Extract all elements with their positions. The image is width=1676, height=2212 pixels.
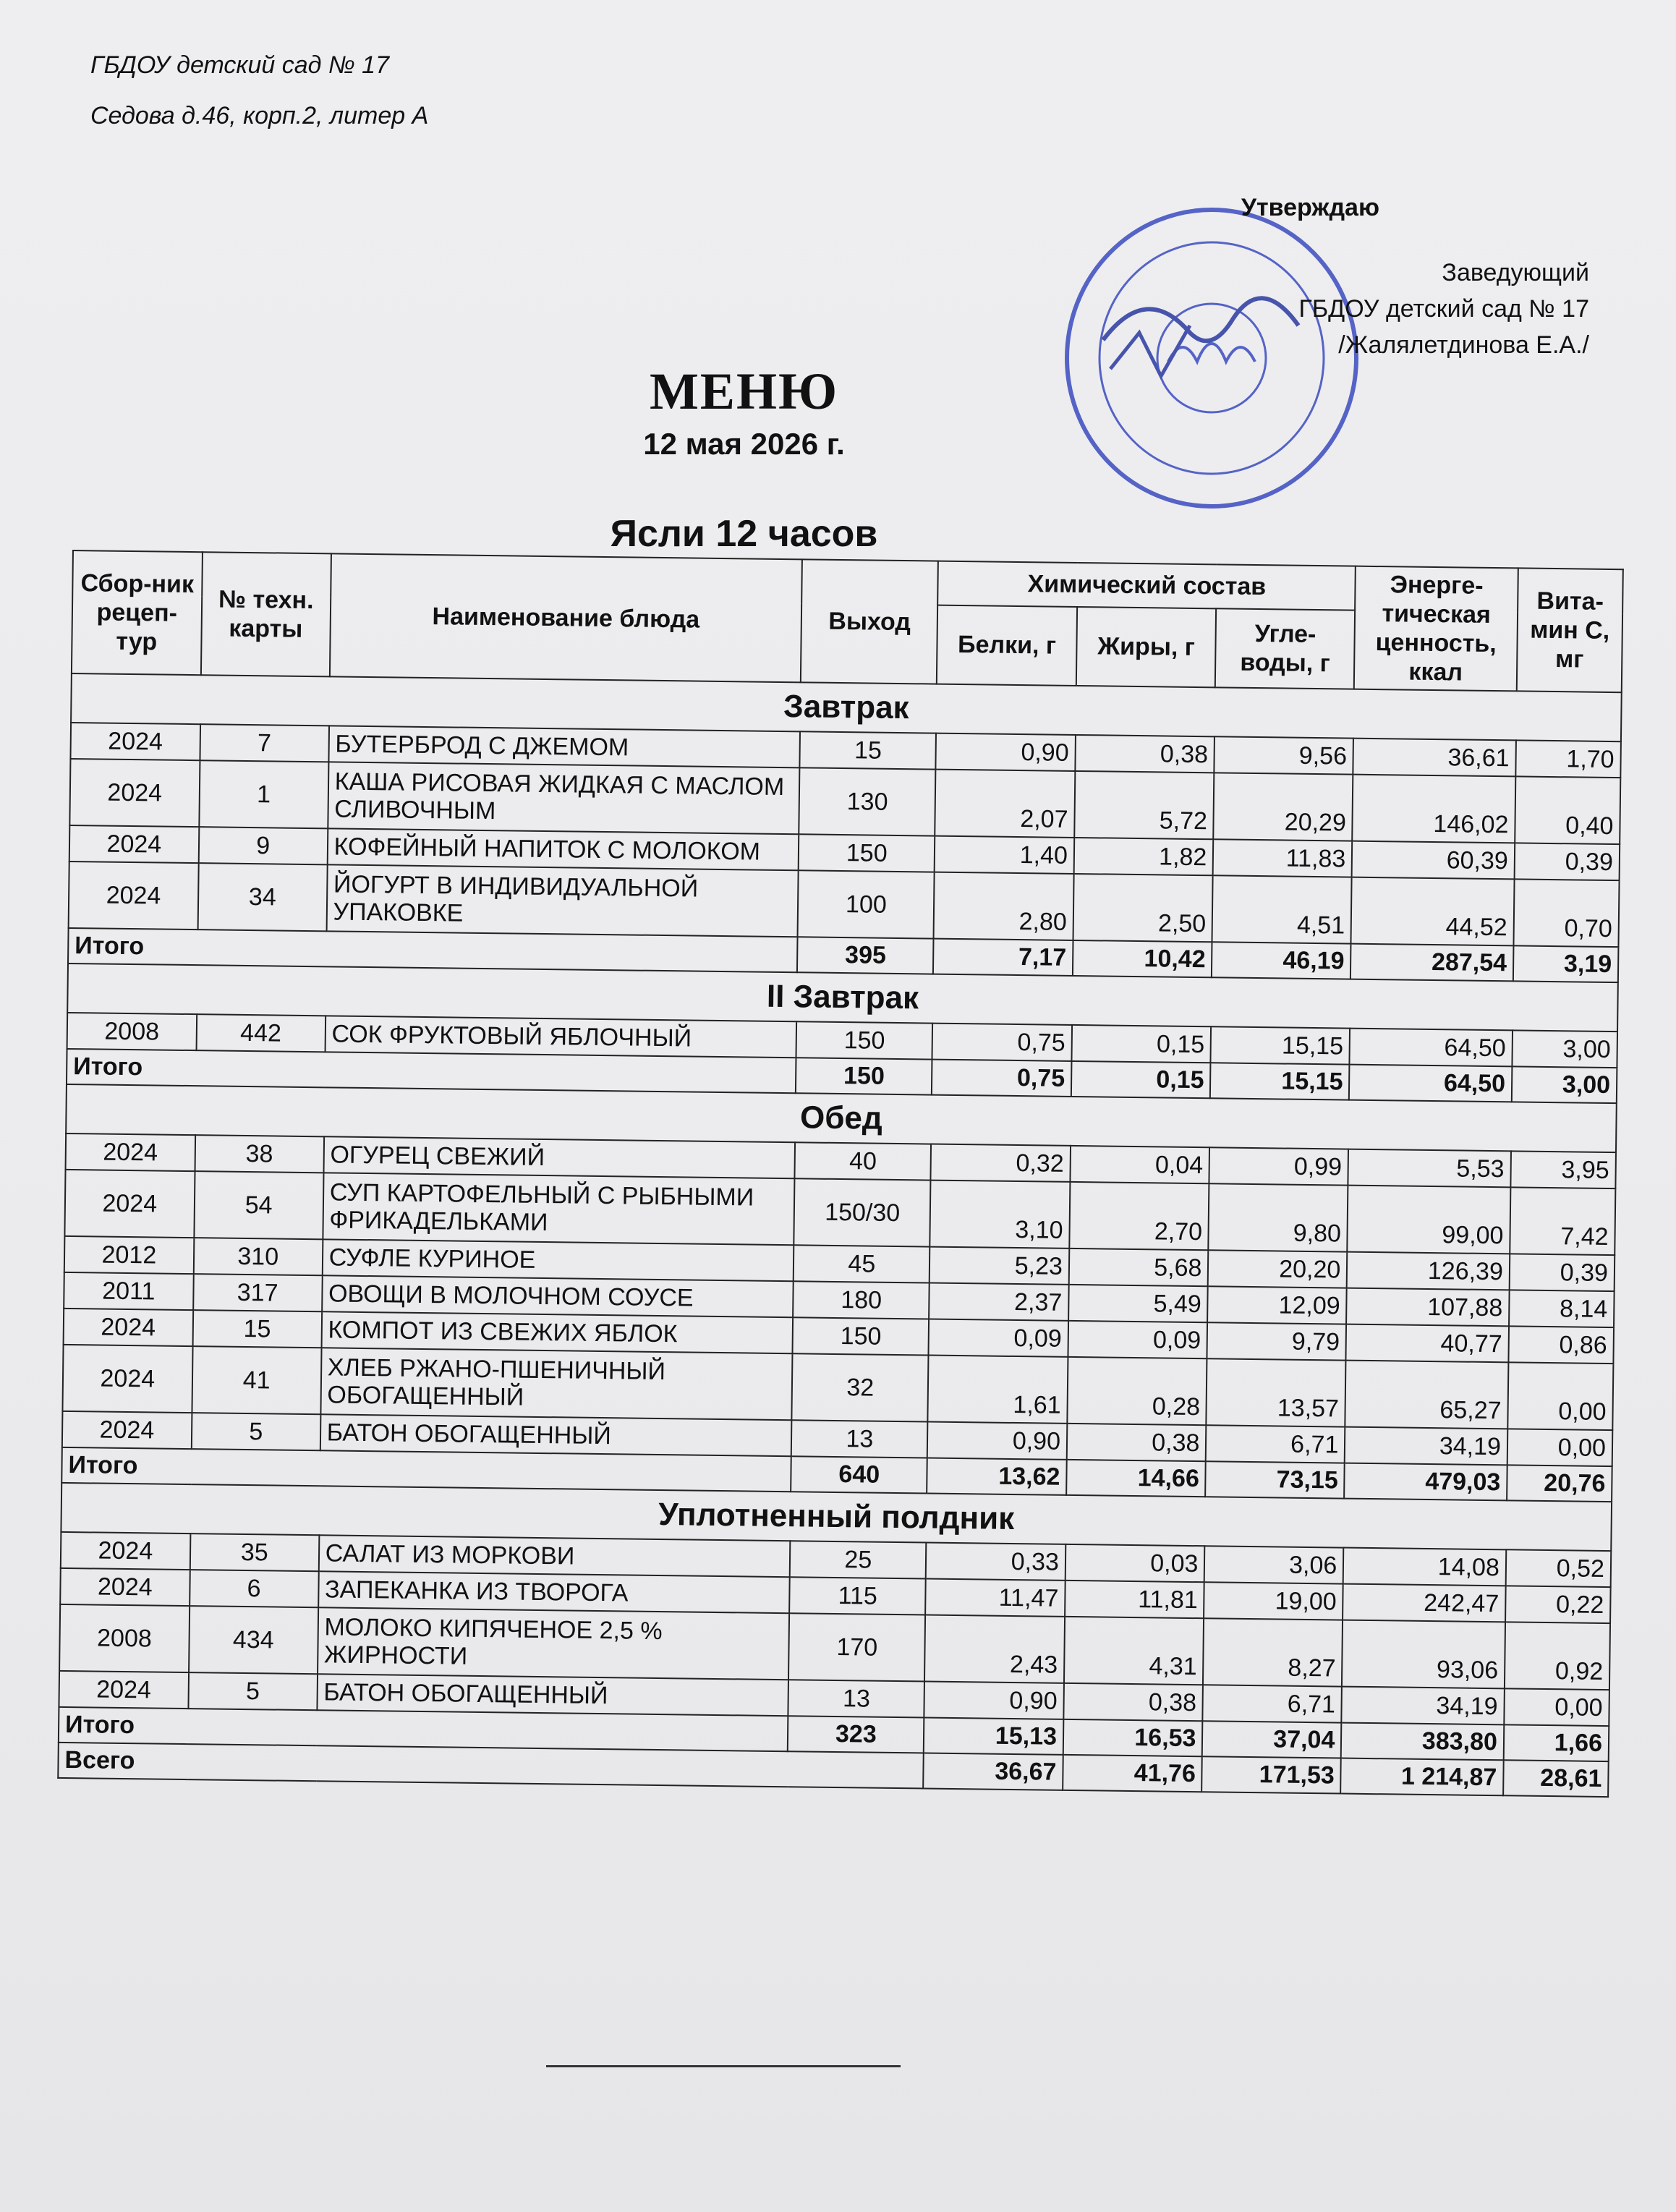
fat-cell: 0,03: [1065, 1544, 1205, 1582]
vitamin-cell: 8,14: [1509, 1290, 1615, 1327]
dish-name-cell: БАТОН ОБОГАЩЕННЫЙ: [317, 1674, 788, 1716]
tech-card-cell: 34: [197, 863, 327, 931]
recipe-collection-cell: 2024: [70, 723, 200, 760]
output-cell: 170: [788, 1613, 925, 1681]
energy-cell: 64,50: [1350, 1029, 1513, 1067]
fat-cell: 5,72: [1074, 771, 1215, 839]
total-energy: 383,80: [1341, 1723, 1504, 1761]
output-cell: 15: [800, 731, 937, 769]
recipe-collection-cell: 2024: [66, 1133, 195, 1171]
group-title: Ясли 12 часов: [610, 513, 878, 555]
section-title: Уплотненный полдник: [61, 1483, 1612, 1551]
output-cell: 150: [793, 1317, 930, 1355]
recipe-collection-cell: 2024: [64, 1170, 195, 1238]
protein-cell: 0,75: [932, 1024, 1072, 1061]
vitamin-cell: 3,95: [1510, 1151, 1616, 1188]
tech-card-cell: 54: [194, 1171, 323, 1239]
org-header: [90, 40, 428, 141]
carb-cell: 20,29: [1214, 773, 1353, 841]
output-cell: 32: [792, 1353, 929, 1421]
protein-cell: 1,61: [928, 1356, 1068, 1424]
dish-name-cell: ОГУРЕЦ СВЕЖИЙ: [323, 1136, 795, 1178]
energy-cell: 93,06: [1342, 1620, 1505, 1689]
vitamin-cell: 0,86: [1508, 1326, 1614, 1364]
approval-title: Утверждаю: [1241, 194, 1379, 221]
vitamin-cell: 0,92: [1505, 1622, 1610, 1690]
recipe-collection-cell: 2008: [59, 1604, 190, 1672]
vitamin-cell: 3,00: [1512, 1030, 1617, 1068]
fat-cell: 0,38: [1067, 1424, 1207, 1461]
dish-name-cell: СУФЛЕ КУРИНОЕ: [322, 1239, 794, 1281]
protein-cell: 2,80: [934, 872, 1074, 940]
menu-table: [57, 550, 1624, 1798]
vitamin-cell: 0,22: [1505, 1586, 1611, 1623]
fat-cell: 1,82: [1074, 838, 1214, 875]
vitamin-cell: 0,00: [1504, 1688, 1609, 1726]
section-title: Обед: [66, 1084, 1617, 1152]
grand-total-energy: 1 214,87: [1340, 1758, 1503, 1796]
vitamin-cell: 0,40: [1515, 776, 1620, 844]
vitamin-cell: 0,39: [1510, 1254, 1615, 1291]
protein-cell: 0,09: [929, 1319, 1068, 1357]
approval-block: [1241, 190, 1589, 363]
carb-cell: 20,20: [1208, 1250, 1348, 1288]
tech-card-cell: 5: [188, 1672, 318, 1710]
energy-cell: 36,61: [1353, 739, 1516, 777]
vitamin-cell: 0,52: [1506, 1549, 1612, 1587]
total-protein: 15,13: [924, 1718, 1063, 1755]
output-cell: 13: [791, 1420, 928, 1458]
protein-cell: 2,43: [924, 1615, 1065, 1683]
tech-card-cell: 7: [200, 724, 329, 762]
total-output: 395: [797, 937, 934, 974]
carb-cell: 19,00: [1204, 1582, 1344, 1620]
vitamin-cell: 7,42: [1510, 1187, 1615, 1255]
total-vitamin: 1,66: [1504, 1724, 1609, 1761]
recipe-collection-cell: 2024: [69, 759, 200, 827]
carb-cell: 13,57: [1207, 1358, 1346, 1426]
dish-name-cell: КАША РИСОВАЯ ЖИДКАЯ С МАСЛОМ СЛИВОЧНЫМ: [328, 762, 800, 834]
total-output: 640: [791, 1456, 927, 1493]
fat-cell: 0,15: [1071, 1025, 1211, 1063]
fat-cell: 2,50: [1073, 874, 1213, 942]
energy-cell: 242,47: [1343, 1584, 1505, 1622]
protein-cell: 0,33: [926, 1543, 1065, 1581]
energy-cell: 14,08: [1343, 1548, 1506, 1586]
col-header-num: № техн. карты: [201, 552, 331, 676]
energy-cell: 146,02: [1353, 775, 1516, 843]
energy-cell: 5,53: [1348, 1149, 1511, 1188]
energy-cell: 126,39: [1347, 1252, 1510, 1290]
total-fat: 14,66: [1066, 1460, 1206, 1497]
tech-card-cell: 317: [193, 1274, 323, 1311]
tech-card-cell: 1: [199, 760, 328, 828]
protein-cell: 0,32: [931, 1144, 1071, 1182]
protein-cell: 11,47: [925, 1579, 1065, 1617]
tech-card-cell: 442: [196, 1014, 326, 1052]
col-header-chem: Химический состав: [938, 561, 1356, 611]
tech-card-cell: 6: [190, 1570, 319, 1607]
output-cell: 180: [793, 1281, 930, 1319]
energy-cell: 40,77: [1346, 1324, 1509, 1363]
total-carb: 15,15: [1210, 1063, 1350, 1099]
carb-cell: 3,06: [1204, 1546, 1344, 1583]
carb-cell: 4,51: [1212, 875, 1352, 943]
approval-name: /Жалялетдинова Е.А./: [1338, 331, 1589, 359]
carb-cell: 8,27: [1203, 1618, 1343, 1686]
grand-total-label: Всего: [58, 1743, 924, 1789]
total-protein: 0,75: [932, 1060, 1071, 1097]
total-label: Итого: [67, 1049, 796, 1093]
energy-cell: 107,88: [1346, 1288, 1509, 1327]
total-label: Итого: [59, 1707, 788, 1751]
recipe-collection-cell: 2024: [62, 1345, 192, 1413]
energy-cell: 99,00: [1348, 1186, 1511, 1254]
protein-cell: 2,07: [935, 770, 1076, 838]
fat-cell: 0,09: [1068, 1321, 1207, 1358]
energy-cell: 60,39: [1352, 841, 1515, 880]
grand-total-vitamin: 28,61: [1503, 1760, 1609, 1797]
total-label: Итого: [61, 1447, 791, 1492]
dish-name-cell: КОМПОТ ИЗ СВЕЖИХ ЯБЛОК: [321, 1311, 793, 1353]
dish-name-cell: МОЛОКО КИПЯЧЕНОЕ 2,5 % ЖИРНОСТИ: [318, 1607, 790, 1680]
protein-cell: 1,40: [935, 836, 1074, 874]
total-label: Итого: [68, 928, 798, 972]
total-fat: 0,15: [1071, 1061, 1211, 1098]
output-cell: 130: [799, 767, 936, 835]
total-energy: 287,54: [1350, 944, 1513, 982]
output-cell: 45: [794, 1245, 930, 1282]
tech-card-cell: 35: [190, 1533, 319, 1571]
total-fat: 16,53: [1063, 1719, 1203, 1756]
menu-body: [58, 673, 1621, 1797]
grand-total-fat: 41,76: [1063, 1755, 1202, 1792]
protein-cell: 0,90: [927, 1422, 1067, 1460]
output-cell: 40: [795, 1142, 932, 1180]
document-date: 12 мая 2026 г.: [643, 427, 845, 461]
carb-cell: 9,79: [1207, 1322, 1347, 1360]
fat-cell: 0,04: [1070, 1146, 1209, 1183]
carb-cell: 9,80: [1209, 1183, 1348, 1251]
vitamin-cell: 0,00: [1507, 1429, 1613, 1466]
recipe-collection-cell: 2024: [59, 1671, 188, 1709]
org-address: Седова д.46, корп.2, литер А: [90, 102, 429, 129]
total-carb: 37,04: [1202, 1721, 1342, 1758]
dish-name-cell: ХЛЕБ РЖАНО-ПШЕНИЧНЫЙ ОБОГАЩЕННЫЙ: [320, 1348, 793, 1420]
tech-card-cell: 310: [193, 1238, 323, 1275]
col-header-code: Сбор-ник рецеп-тур: [72, 550, 203, 675]
dish-name-cell: ОВОЩИ В МОЛОЧНОМ СОУСЕ: [322, 1275, 794, 1317]
section-title: Завтрак: [71, 673, 1622, 741]
carb-cell: 6,71: [1203, 1685, 1343, 1722]
recipe-collection-cell: 2024: [69, 862, 199, 930]
output-cell: 25: [790, 1541, 927, 1578]
carb-cell: 15,15: [1211, 1026, 1350, 1064]
vitamin-cell: 0,00: [1507, 1362, 1613, 1430]
bottom-divider: [546, 2065, 901, 2067]
total-energy: 64,50: [1349, 1065, 1512, 1102]
dish-name-cell: САЛАТ ИЗ МОРКОВИ: [318, 1535, 790, 1577]
dish-name-cell: ЗАПЕКАНКА ИЗ ТВОРОГА: [318, 1571, 790, 1613]
col-header-protein: Белки, г: [937, 605, 1077, 686]
energy-cell: 34,19: [1342, 1687, 1505, 1725]
col-header-fat: Жиры, г: [1076, 607, 1217, 688]
fat-cell: 4,31: [1064, 1617, 1204, 1685]
fat-cell: 0,28: [1067, 1357, 1207, 1425]
col-header-name: Наименование блюда: [330, 553, 803, 682]
protein-cell: 0,90: [936, 733, 1076, 771]
vitamin-cell: 0,39: [1515, 843, 1620, 880]
carb-cell: 9,56: [1215, 736, 1354, 774]
grand-total-protein: 36,67: [924, 1753, 1063, 1790]
carb-cell: 0,99: [1209, 1147, 1349, 1185]
total-carb: 73,15: [1206, 1461, 1345, 1498]
col-header-carb: Угле-воды, г: [1215, 608, 1355, 689]
energy-cell: 34,19: [1345, 1427, 1507, 1466]
recipe-collection-cell: 2024: [60, 1568, 190, 1606]
total-output: 323: [788, 1716, 924, 1753]
total-output: 150: [796, 1058, 932, 1094]
tech-card-cell: 434: [189, 1606, 318, 1674]
recipe-collection-cell: 2024: [69, 825, 199, 863]
fat-cell: 11,81: [1065, 1581, 1204, 1618]
fat-cell: 5,49: [1068, 1285, 1208, 1322]
output-cell: 150: [799, 834, 935, 872]
energy-cell: 44,52: [1351, 877, 1515, 946]
dish-name-cell: БУТЕРБРОД С ДЖЕМОМ: [328, 726, 800, 767]
dish-name-cell: СУП КАРТОФЕЛЬНЫЙ С РЫБНЫМИ ФРИКАДЕЛЬКАМИ: [323, 1173, 795, 1245]
tech-card-cell: 41: [192, 1346, 321, 1414]
carb-cell: 11,83: [1213, 839, 1353, 877]
output-cell: 100: [798, 870, 935, 938]
col-header-vitamin: Вита-мин С, мг: [1517, 568, 1623, 692]
protein-cell: 5,23: [930, 1247, 1069, 1285]
fat-cell: 2,70: [1069, 1182, 1209, 1250]
output-cell: 13: [788, 1680, 925, 1717]
document-title: МЕНЮ: [649, 362, 839, 420]
dish-name-cell: КОФЕЙНЫЙ НАПИТОК С МОЛОКОМ: [327, 828, 799, 870]
total-fat: 10,42: [1073, 940, 1212, 977]
tech-card-cell: 5: [192, 1413, 321, 1450]
carb-cell: 6,71: [1206, 1425, 1345, 1463]
protein-cell: 3,10: [930, 1181, 1071, 1248]
col-header-output: Выход: [801, 559, 938, 684]
recipe-collection-cell: 2011: [64, 1272, 193, 1310]
section-title: II Завтрак: [67, 964, 1618, 1031]
total-protein: 13,62: [927, 1458, 1067, 1495]
fat-cell: 0,38: [1075, 735, 1215, 773]
approval-role: Заведующий: [1442, 259, 1589, 286]
org-name: ГБДОУ детский сад № 17: [90, 51, 389, 79]
tech-card-cell: 9: [198, 827, 328, 864]
protein-cell: 2,37: [929, 1283, 1068, 1321]
tech-card-cell: 15: [192, 1310, 322, 1348]
output-cell: 115: [789, 1577, 926, 1615]
recipe-collection-cell: 2008: [67, 1013, 197, 1050]
total-carb: 46,19: [1212, 942, 1351, 979]
col-header-energy: Энерге-тическая ценность, ккал: [1354, 566, 1518, 692]
dish-name-cell: БАТОН ОБОГАЩЕННЫЙ: [320, 1414, 791, 1456]
total-vitamin: 3,19: [1513, 945, 1619, 982]
total-protein: 7,17: [933, 939, 1073, 976]
dish-name-cell: СОК ФРУКТОВЫЙ ЯБЛОЧНЫЙ: [325, 1016, 796, 1058]
dish-name-cell: ЙОГУРТ В ИНДИВИДУАЛЬНОЙ УПАКОВКЕ: [326, 864, 799, 937]
total-energy: 479,03: [1344, 1463, 1507, 1501]
vitamin-cell: 0,70: [1513, 879, 1619, 947]
recipe-collection-cell: 2024: [62, 1411, 192, 1449]
recipe-collection-cell: 2024: [61, 1532, 190, 1570]
energy-cell: 65,27: [1345, 1361, 1509, 1429]
carb-cell: 12,09: [1208, 1286, 1348, 1324]
output-cell: 150/30: [794, 1178, 931, 1246]
fat-cell: 5,68: [1069, 1248, 1209, 1286]
vitamin-cell: 1,70: [1515, 740, 1621, 778]
recipe-collection-cell: 2024: [64, 1309, 193, 1346]
protein-cell: 0,90: [924, 1682, 1064, 1719]
total-vitamin: 3,00: [1512, 1066, 1617, 1103]
recipe-collection-cell: 2012: [64, 1236, 194, 1274]
total-vitamin: 20,76: [1507, 1465, 1612, 1502]
tech-card-cell: 38: [195, 1135, 324, 1173]
output-cell: 150: [796, 1021, 933, 1059]
approval-org: ГБДОУ детский сад № 17: [1298, 295, 1589, 323]
grand-total-carb: 171,53: [1202, 1756, 1342, 1793]
fat-cell: 0,38: [1063, 1683, 1203, 1721]
